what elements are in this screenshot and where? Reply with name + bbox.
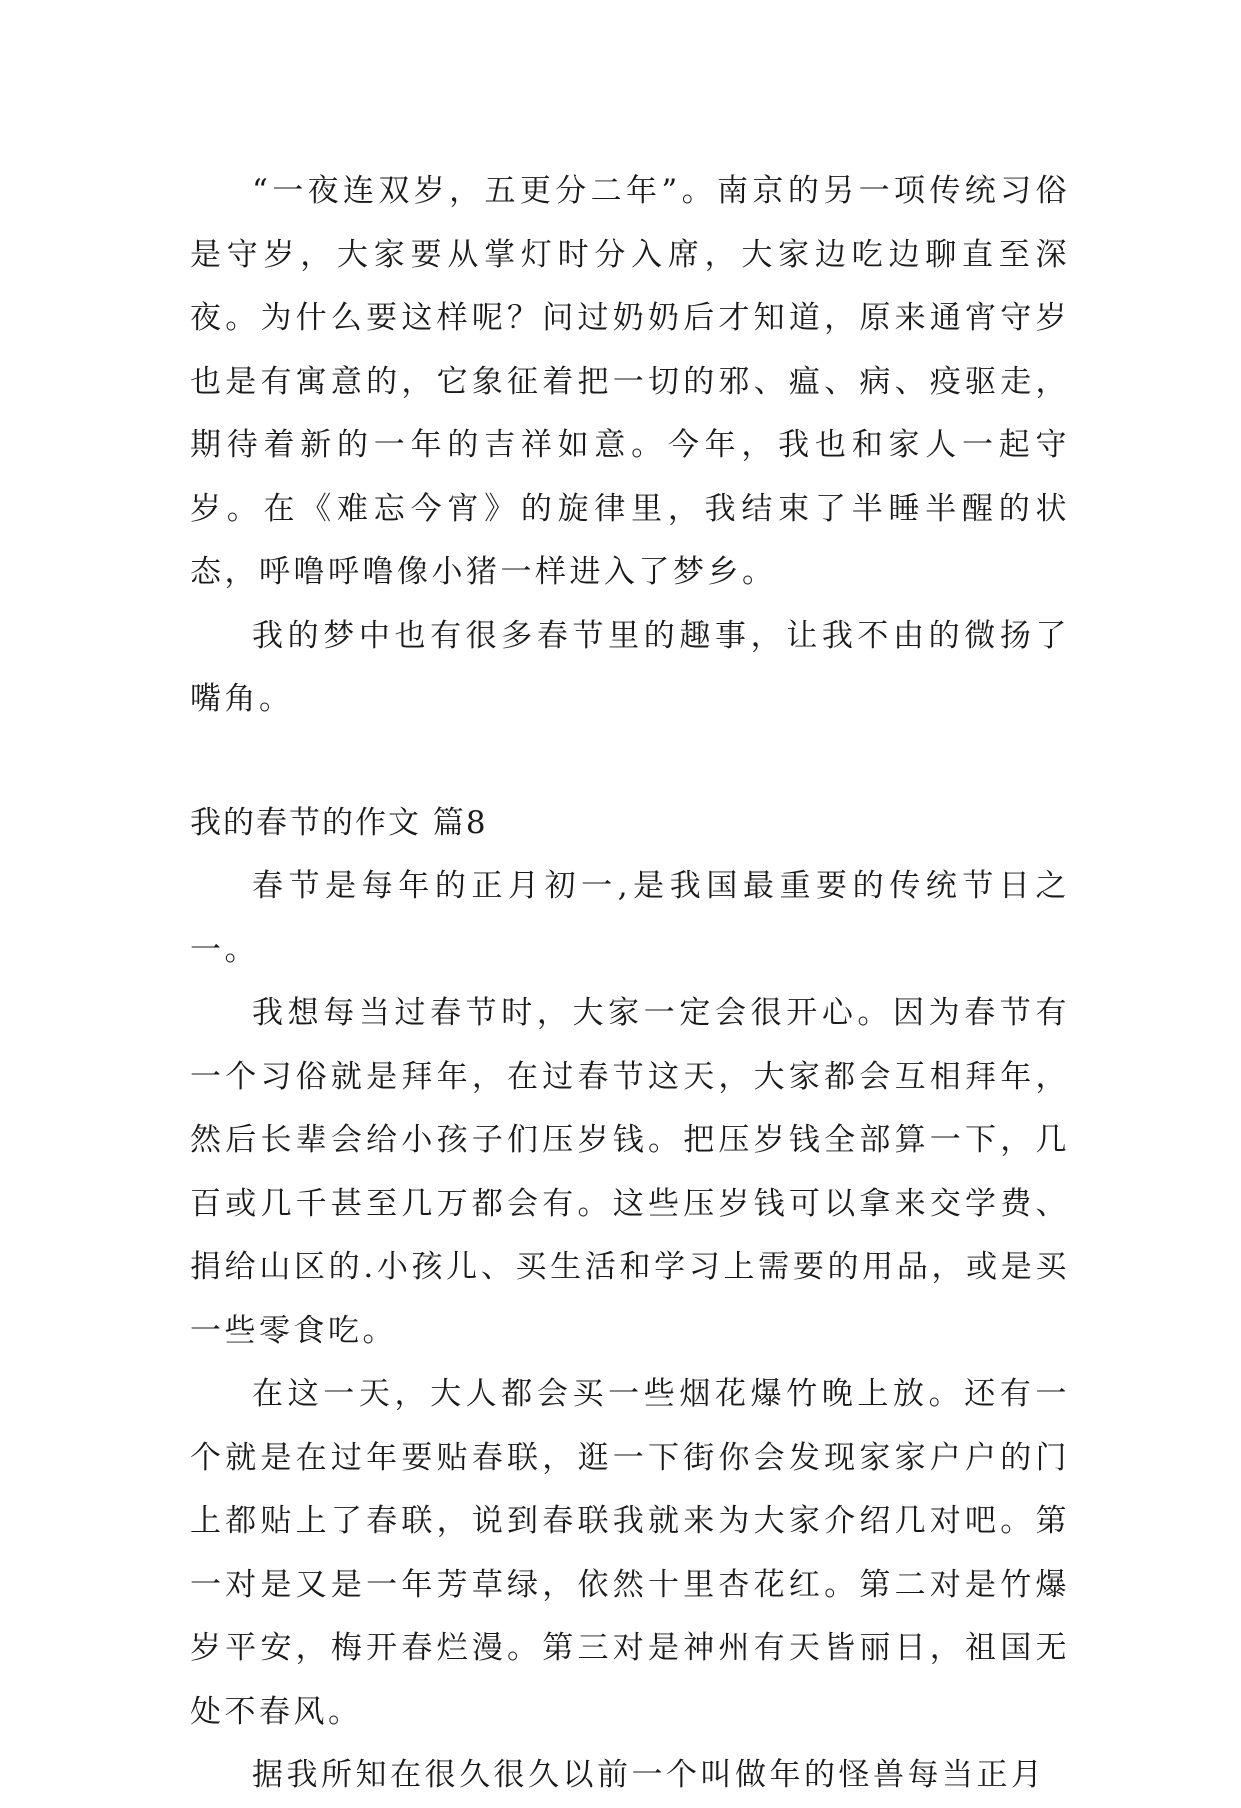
- section-gap: [190, 732, 1070, 792]
- paragraph-shousui: “一夜连双岁，五更分二年”。南京的另一项传统习俗是守岁，大家要从掌灯时分入席，大家边吃边聊直至深夜。为什么要这样呢？问过奶奶后才知道，原来通宵守岁也是有寓意的，它象征着把一切的邪、瘟、病、疫驱走，期待着新的一年的吉祥如意。今年，我也和家人一起守岁。在《难忘今宵》的旋律里，我结束了半睡半醒的状态，呼噜呼噜像小猪一样进入了梦乡。: [190, 173, 1070, 590]
- document-page: [190, 160, 1070, 1808]
- paragraph-dream: 我的梦中也有很多春节里的趣事，让我不由的微扬了嘴角。: [190, 617, 1070, 717]
- paragraph-spring-festival-intro: 春节是每年的正月初一,是我国最重要的传统节日之一。: [190, 868, 1070, 968]
- section-title: 我的春节的作文 篇8: [190, 804, 488, 841]
- paragraph-nian-legend: 据我所知在很久很久以前一个叫做年的怪兽每当正月: [252, 1757, 1046, 1793]
- paragraph-new-year-greeting: 我想每当过春节时，大家一定会很开心。因为春节有一个习俗就是拜年，在过春节这天，大家都会互相拜年，然后长辈会给小孩子们压岁钱。把压岁钱全部算一下，几百或几千甚至几万都会有。这些压岁钱可以拿来交学费、捐给山区的.小孩儿、买生活和学习上需要的用品，或是买一些零食吃。: [190, 995, 1070, 1349]
- paragraph-couplets: 在这一天，大人都会买一些烟花爆竹晚上放。还有一个就是在过年要贴春联，逛一下街你会发现家家户户的门上都贴上了春联，说到春联我就来为大家介绍几对吧。第一对是又是一年芳草绿，依然十里杏花红。第二对是竹爆岁平安，梅开春烂漫。第三对是神州有天皆丽日，祖国无处不春风。: [190, 1376, 1070, 1730]
